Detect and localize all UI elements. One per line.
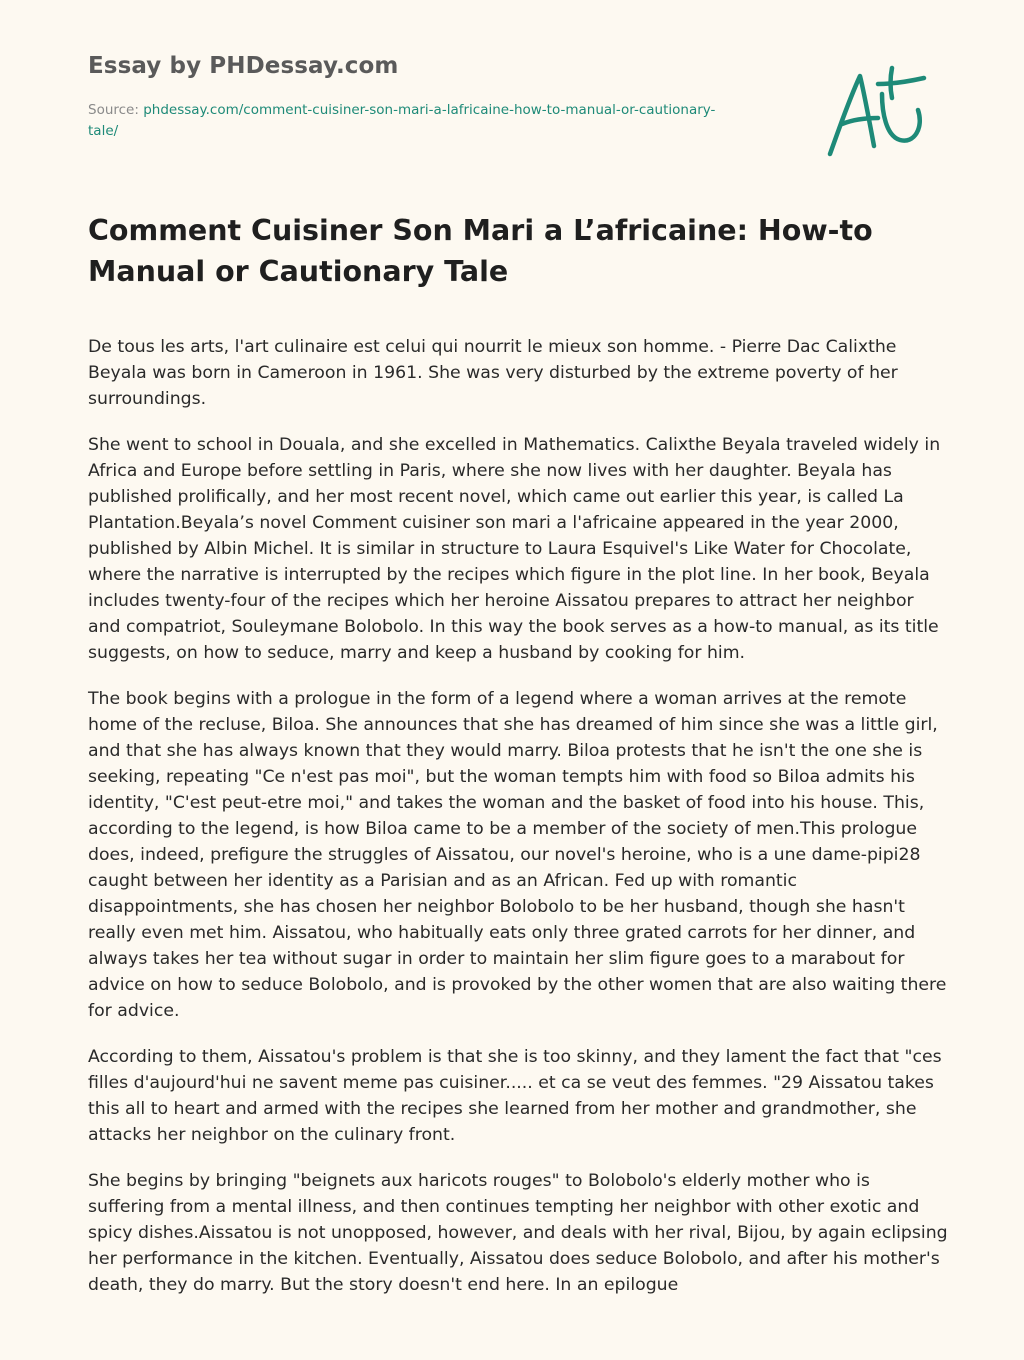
essay-paragraph: According to them, Aissatou's problem is that she is too skinny, and they lament the fact that "ces filles d'aujourd'hui ne savent meme pas cuisiner..... et ca se veut des femmes. "29 Aissatou takes this all to heart and armed with the recipes she learned from her mother and grandmother, she attacks her neighbor on the culinary front. (88, 1047, 942, 1145)
essay-paragraph: The book begins with a prologue in the form of a legend where a woman arrives at the remote home of the recluse, Biloa. She announces that she has dreamed of him since she was a little girl, and that she has always known that they would marry. Biloa protests that he isn't the one she is seeking, repeating "Ce n'est pas moi", but the woman tempts him with food so Biloa admits his identity, "C'est peut-etre moi," and takes the woman and the basket of food into his house. This, according to the legend, is how Biloa came to be a member of the society of men.This prologue does, indeed, prefigure the struggles of Aissatou, our novel's heroine, who is a une dame-pipi28 caught between her identity as a Parisian and as an African. Fed up with romantic disappointments, she has chosen her neighbor Bolobolo to be her husband, though she hasn't really even met him. Aissatou, who habitually eats only three grated carrots for her dinner, and always takes her tea without sugar in order to maintain her slim figure goes to a marabout for advice on how to seduce Bolobolo, and is provoked by the other women that are also waiting there for advice. (88, 689, 947, 1021)
essay-title: Comment Cuisiner Son Mari a L’africaine: How-to Manual or Cautionary Tale (88, 214, 873, 288)
essay-paragraph: She went to school in Douala, and she excelled in Mathematics. Calixthe Beyala traveled widely in Africa and Europe before settling in Paris, where she now lives with her daughter. Beyala has published prolifically, and her most recent novel, which came out earlier this year, is called La Plantation.Beyala’s novel Comment cuisiner son mari a l'africaine appeared in the year 2000, published by Albin Michel. It is similar in structure to Laura Esquivel's Like Water for Chocolate, where the narrative is interrupted by the recipes which figure in the plot line. In her book, Beyala includes twenty-four of the recipes which her heroine Aissatou prepares to attract her neighbor and compatriot, Souleymane Bolobolo. In this way the book serves as a how-to manual, as its title suggests, on how to seduce, marry and keep a husband by cooking for him. (88, 435, 941, 663)
source-line (88, 100, 728, 142)
a-plus-grade-icon (820, 62, 930, 162)
page-header (88, 50, 728, 142)
essay-body (88, 334, 948, 1318)
essay-paragraph: She begins by bringing "beignets aux haricots rouges" to Bolobolo's elderly mother who is suffering from a mental illness, and then continues tempting her neighbor with other exotic and spicy dishes.Aissatou is not unopposed, however, and deals with her rival, Bijou, by again eclipsing her performance in the kitchen. Eventually, Aissatou does seduce Bolobolo, and after his mother's death, they do marry. But the story doesn't end here. In an epilogue (88, 1171, 948, 1295)
source-label: Source: (88, 102, 144, 118)
source-link[interactable]: phdessay.com/comment-cuisiner-son-mari-a-lafricaine-how-to-manual-or-cautionary-tale/ (88, 102, 716, 139)
site-brand[interactable]: Essay by PHDessay.com (88, 53, 399, 79)
essay-paragraph: De tous les arts, l'art culinaire est celui qui nourrit le mieux son homme. - Pierre Dac Calixthe Beyala was born in Cameroon in 1961. She was very disturbed by the extreme poverty of her surroundings. (88, 337, 898, 409)
